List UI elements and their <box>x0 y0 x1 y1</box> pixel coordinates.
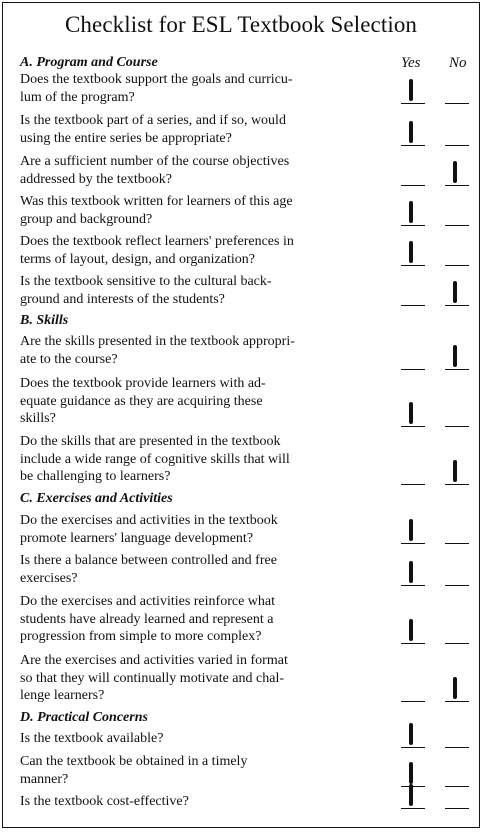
check-mark <box>453 677 457 699</box>
check-mark <box>409 619 413 641</box>
check-mark <box>409 402 413 424</box>
answer-underline <box>445 484 469 485</box>
answer-underline <box>401 185 425 186</box>
answer-underline <box>401 265 425 266</box>
answer-underline <box>445 585 469 586</box>
question-line: Can the textbook be obtained in a timely <box>20 754 248 769</box>
question-text <box>20 153 380 188</box>
answer-underline <box>445 747 469 748</box>
no-answer-blank[interactable] <box>445 457 469 485</box>
no-column-header: No <box>449 55 467 71</box>
question-line: Are a sufficient number of the course objectives <box>20 154 290 169</box>
question-text <box>20 333 380 368</box>
check-mark <box>453 345 457 367</box>
yes-column-header: Yes <box>401 55 421 71</box>
answer-underline <box>401 585 425 586</box>
answer-underline <box>401 701 425 702</box>
yes-answer-blank[interactable] <box>401 238 425 266</box>
question-line: terms of layout, design, and organization? <box>20 251 255 267</box>
question-line: Was this textbook written for learners of this age <box>20 194 293 209</box>
question-line: skills? <box>20 411 56 426</box>
section-heading: D. Practical Concerns <box>20 710 148 725</box>
answer-underline <box>445 305 469 306</box>
question-line: promote learners' language development? <box>20 530 254 546</box>
answer-underline <box>445 369 469 370</box>
check-mark <box>453 460 457 482</box>
answer-underline <box>445 225 469 226</box>
question-line: Do the exercises and activities in the textbook <box>20 513 278 528</box>
answer-underline <box>401 426 425 427</box>
answer-underline <box>445 185 469 186</box>
no-answer-blank[interactable] <box>445 720 469 748</box>
question-line: Is the textbook sensitive to the cultural back- <box>20 274 272 289</box>
question-text <box>20 71 380 106</box>
question-text <box>20 512 380 547</box>
question-text <box>20 793 380 811</box>
question-line: addressed by the textbook? <box>20 171 173 187</box>
yes-answer-blank[interactable] <box>401 720 425 748</box>
question-text <box>20 652 380 705</box>
no-answer-blank[interactable] <box>445 558 469 586</box>
yes-answer-blank[interactable] <box>401 516 425 544</box>
question-line: using the entire series be appropriate? <box>20 130 232 146</box>
question-line: Does the textbook provide learners with ad- <box>20 376 266 391</box>
question-text <box>20 730 380 748</box>
question-line: Do the skills that are presented in the textbook <box>20 434 281 449</box>
yes-answer-blank[interactable] <box>401 616 425 644</box>
no-answer-blank[interactable] <box>445 516 469 544</box>
no-answer-blank[interactable] <box>445 399 469 427</box>
question-line: Is the textbook part of a series, and if so, would <box>20 113 286 128</box>
no-answer-blank[interactable] <box>445 616 469 644</box>
question-text <box>20 233 380 268</box>
question-line: equate guidance as they are acquiring these <box>20 393 263 409</box>
question-text <box>20 433 380 486</box>
question-line: manner? <box>20 771 69 787</box>
check-mark <box>409 79 413 101</box>
question-line: Does the textbook reflect learners' preferences in <box>20 234 294 249</box>
no-answer-blank[interactable] <box>445 198 469 226</box>
question-line: Is the textbook cost-effective? <box>20 794 189 809</box>
yes-answer-blank[interactable] <box>401 399 425 427</box>
section-heading: A. Program and Course <box>20 55 158 70</box>
answer-underline <box>401 225 425 226</box>
yes-answer-blank[interactable] <box>401 278 425 306</box>
check-mark <box>409 241 413 263</box>
answer-underline <box>401 808 425 809</box>
no-answer-blank[interactable] <box>445 674 469 702</box>
no-answer-blank[interactable] <box>445 278 469 306</box>
no-answer-blank[interactable] <box>445 342 469 370</box>
check-mark <box>409 201 413 223</box>
answer-underline <box>401 103 425 104</box>
answer-underline <box>445 701 469 702</box>
checklist-page <box>2 2 480 828</box>
yes-answer-blank[interactable] <box>401 674 425 702</box>
section-heading: C. Exercises and Activities <box>20 491 173 506</box>
question-line: exercises? <box>20 570 78 586</box>
question-line: Is the textbook available? <box>20 731 164 746</box>
question-line: group and background? <box>20 211 153 227</box>
question-line: Does the textbook support the goals and curricu- <box>20 72 293 87</box>
answer-underline <box>445 265 469 266</box>
question-line: Are the exercises and activities varied in format <box>20 653 288 668</box>
question-text <box>20 552 380 587</box>
check-mark <box>409 723 413 745</box>
yes-answer-blank[interactable] <box>401 558 425 586</box>
no-answer-blank[interactable] <box>445 238 469 266</box>
yes-answer-blank[interactable] <box>401 76 425 104</box>
check-mark <box>409 784 413 806</box>
question-line: lenge learners? <box>20 688 105 703</box>
question-text <box>20 375 380 428</box>
check-mark <box>409 561 413 583</box>
no-answer-blank[interactable] <box>445 158 469 186</box>
page-title: Checklist for ESL Textbook Selection <box>64 12 418 37</box>
no-answer-blank[interactable] <box>445 781 469 809</box>
answer-underline <box>401 484 425 485</box>
check-mark <box>409 519 413 541</box>
question-line: progression from simple to more complex? <box>20 629 262 644</box>
yes-answer-blank[interactable] <box>401 198 425 226</box>
question-line: ate to the course? <box>20 351 118 367</box>
answer-underline <box>445 808 469 809</box>
answer-underline <box>445 103 469 104</box>
question-line: Is there a balance between controlled and free <box>20 553 277 568</box>
answer-underline <box>445 643 469 644</box>
question-line: so that they will continually motivate and chal- <box>20 670 284 686</box>
check-mark <box>453 161 457 183</box>
question-line: Do the exercises and activities reinforce what <box>20 594 276 609</box>
answer-underline <box>401 543 425 544</box>
question-text <box>20 593 380 646</box>
question-text <box>20 193 380 228</box>
question-text <box>20 753 380 788</box>
answer-underline <box>401 747 425 748</box>
no-answer-blank[interactable] <box>445 76 469 104</box>
answer-underline <box>401 305 425 306</box>
yes-answer-blank[interactable] <box>401 118 425 146</box>
yes-answer-blank[interactable] <box>401 158 425 186</box>
question-line: Are the skills presented in the textbook appropri- <box>20 334 295 349</box>
yes-answer-blank[interactable] <box>401 457 425 485</box>
answer-underline <box>401 369 425 370</box>
question-line: students have already learned and represent a <box>20 611 274 627</box>
yes-answer-blank[interactable] <box>401 342 425 370</box>
answer-underline <box>401 643 425 644</box>
check-mark <box>409 121 413 143</box>
answer-underline <box>445 145 469 146</box>
answer-underline <box>401 145 425 146</box>
question-text <box>20 112 380 147</box>
no-answer-blank[interactable] <box>445 118 469 146</box>
question-line: be challenging to learners? <box>20 469 171 484</box>
answer-underline <box>445 426 469 427</box>
question-text <box>20 273 380 308</box>
check-mark <box>453 281 457 303</box>
question-line: include a wide range of cognitive skills that will <box>20 451 290 467</box>
question-line: ground and interests of the students? <box>20 291 225 307</box>
question-line: lum of the program? <box>20 89 135 105</box>
section-heading: B. Skills <box>20 313 69 328</box>
yes-answer-blank[interactable] <box>401 781 425 809</box>
answer-underline <box>445 543 469 544</box>
